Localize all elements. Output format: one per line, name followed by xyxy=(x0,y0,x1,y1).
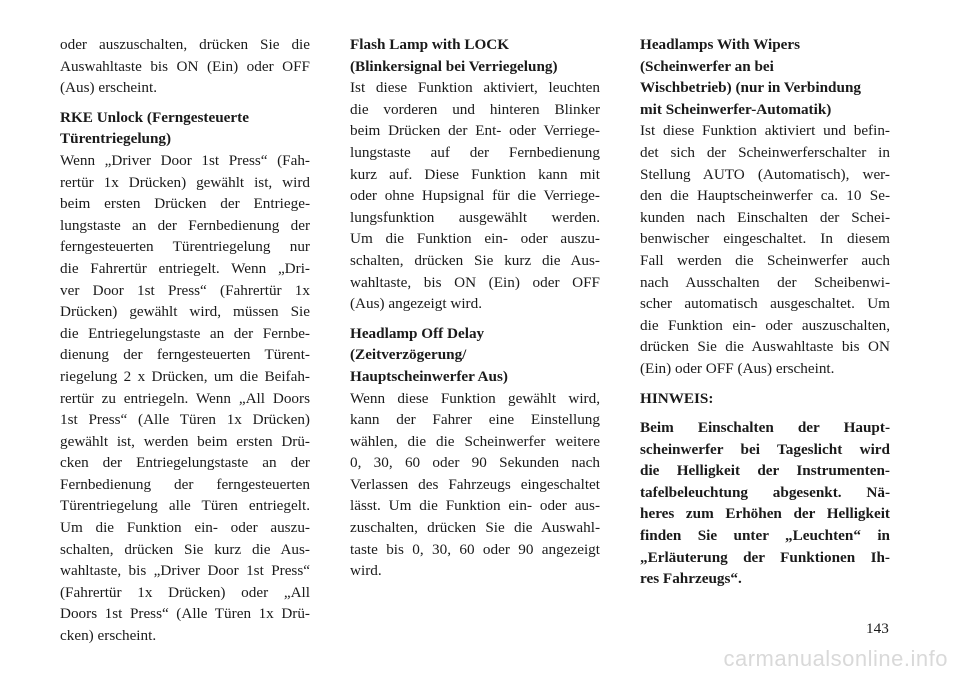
text-line: schalten, drücken Sie kurz die Aus- xyxy=(60,540,310,558)
paragraph-headlamps-with-wipers xyxy=(640,120,890,379)
paragraph-headlamp-off-delay xyxy=(350,388,600,582)
text-line: kunden nach Einschalten der Schei- xyxy=(640,208,890,226)
text-line: Wischbetrieb) (nur in Verbindung xyxy=(640,79,861,97)
text-line: Headlamps With Wipers xyxy=(640,36,801,53)
text-line: finden Sie unter „Leuchten“ in xyxy=(640,527,890,545)
text-line: Wenn „Driver Door 1st Press“ (Fah- xyxy=(60,151,310,169)
text-line: Headlamp Off Delay xyxy=(350,324,485,342)
text-line: Türentriegelung) xyxy=(60,130,172,148)
text-line: res Fahrzeugs“. xyxy=(640,570,742,588)
text-line: gewählt ist, werden beim ersten Drü- xyxy=(60,432,310,450)
text-line: ver Door 1st Press“ (Fahrertür 1x xyxy=(60,281,310,299)
text-line: heres zum Erhöhen der Helligkeit xyxy=(640,505,890,523)
text-line: zuschalten, drücken Sie die Auswahl- xyxy=(350,519,600,537)
text-line: ferngesteuerten Türentriegelung nur xyxy=(60,238,310,256)
text-line: Fernbedienung der ferngesteuerten xyxy=(60,475,310,493)
text-line: Ist diese Funktion aktiviert, leuchten xyxy=(350,79,600,97)
text-line: rertür zu entriegeln. Wenn „All Doors xyxy=(60,389,310,407)
text-line: schalten, drücken Sie kurz die Aus- xyxy=(350,251,600,269)
text-line: Fall werden die Scheinwerfer auch xyxy=(640,251,890,269)
text-line: riegelung 2 x Drücken, um die Beifah- xyxy=(60,367,310,385)
text-line: lungsfunktion ausgewählt werden. xyxy=(350,208,600,226)
text-line: 1st Press“ (Alle Türen 1x Drücken) xyxy=(60,411,310,429)
text-line: rertür 1x Drücken) gewählt ist, wird xyxy=(60,173,310,191)
text-line: oder ohne Hupsignal für die Verriege- xyxy=(350,187,600,205)
text-line: (Zeitverzögerung/ xyxy=(350,346,467,364)
text-line: benwischer eingeschaltet. In diesem xyxy=(640,230,890,248)
text-line: nach Ausschalten der Scheibenwi- xyxy=(640,273,890,291)
text-line: Flash Lamp with LOCK xyxy=(350,36,510,53)
text-line: scher automatisch ausgeschaltet. Um xyxy=(640,295,890,313)
text-line: die Helligkeit der Instrumenten- xyxy=(640,462,890,480)
text-line: kann der Fahrer eine Einstellung xyxy=(350,411,600,429)
text-line: die Entriegelungstaste an der Fernbe- xyxy=(60,324,310,342)
text-line: cken) erscheint. xyxy=(60,627,157,645)
text-line: (Blinkersignal bei Verriegelung) xyxy=(350,57,558,75)
text-line: RKE Unlock (Ferngesteuerte xyxy=(60,108,249,126)
text-line: Hauptscheinwerfer Aus) xyxy=(350,367,508,385)
heading-rke-unlock xyxy=(60,107,310,150)
text-line: (Ein) oder OFF (Aus) erscheint. xyxy=(640,359,835,377)
text-line: mit Scheinwerfer-Automatik) xyxy=(640,100,832,118)
column-left xyxy=(60,34,310,655)
text-line: den die Hauptscheinwerfer ca. 10 Se- xyxy=(640,187,890,205)
text-line: tafelbeleuchtung abgesenkt. Nä- xyxy=(640,483,890,501)
heading-flash-lamp xyxy=(350,34,600,77)
text-line: (Aus) erscheint. xyxy=(60,79,157,97)
text-line: die Fahrertür entriegelt. Wenn „Dri- xyxy=(60,259,310,277)
note-title: HINWEIS: xyxy=(640,389,714,407)
text-line: det sich der Scheinwerferschalter in xyxy=(640,143,890,161)
watermark: carmanualsonline.info xyxy=(723,646,948,671)
text-line: „Erläuterung der Funktionen Ih- xyxy=(640,548,890,566)
column-right xyxy=(640,34,890,590)
heading-headlamp-off-delay xyxy=(350,323,600,388)
text-line: (Aus) angezeigt wird. xyxy=(350,295,483,313)
paragraph-intro xyxy=(60,34,310,99)
column-middle xyxy=(350,34,600,590)
text-line: taste bis 0, 30, 60 oder 90 angezeigt xyxy=(350,540,600,558)
text-line: die Funktion ein- oder auszuschalten, xyxy=(640,316,890,334)
text-line: (Fahrertür 1x Drücken) oder „All xyxy=(60,583,310,601)
text-line: Drücken) gewählt wird, müssen Sie xyxy=(60,303,310,321)
paragraph-flash-lamp xyxy=(350,77,600,315)
text-line: kurz auf. Diese Funktion kann mit xyxy=(350,165,600,183)
text-line: wählen, die die Scheinwerfer weitere xyxy=(350,432,600,450)
text-line: 0, 30, 60 oder 90 Sekunden nach xyxy=(350,454,600,472)
text-line: wahltaste, bis „Driver Door 1st Press“ xyxy=(60,562,310,580)
text-line: scheinwerfer bei Tageslicht wird xyxy=(640,440,890,458)
text-line: dienung der ferngesteuerten Türent- xyxy=(60,346,310,364)
heading-headlamps-with-wipers xyxy=(640,34,890,120)
text-line: wird. xyxy=(350,562,382,580)
text-line: Beim Einschalten der Haupt- xyxy=(640,419,890,437)
text-line: Ist diese Funktion aktiviert und befin- xyxy=(640,122,890,140)
text-line: cken der Entriegelungstaste an der xyxy=(60,454,310,472)
text-line: die vorderen und hinteren Blinker xyxy=(350,100,600,118)
text-line: lungstaste auf der Fernbedienung xyxy=(350,143,600,161)
note-text xyxy=(640,417,890,590)
text-line: drücken Sie die Auswahltaste bis ON xyxy=(640,338,890,356)
text-line: Verlassen des Fahrzeugs eingeschaltet xyxy=(350,475,600,493)
text-line: Um die Funktion ein- oder auszu- xyxy=(350,230,600,248)
text-line: Stellung AUTO (Automatisch), wer- xyxy=(640,165,890,183)
text-line: lungstaste an der Fernbedienung der xyxy=(60,216,310,234)
text-line: beim ersten Drücken der Entriege- xyxy=(60,195,310,213)
text-line: (Scheinwerfer an bei xyxy=(640,57,774,75)
text-line: Um die Funktion ein- oder auszu- xyxy=(60,519,310,537)
text-line: oder auszuschalten, drücken Sie die xyxy=(60,36,310,53)
text-line: Auswahltaste bis ON (Ein) oder OFF xyxy=(60,57,310,75)
text-line: lässt. Um die Funktion ein- oder aus- xyxy=(350,497,600,515)
page-number: 143 xyxy=(866,620,889,637)
text-line: Wenn diese Funktion gewählt wird, xyxy=(350,389,600,407)
text-line: beim Drücken der Ent- oder Verriege- xyxy=(350,122,600,140)
text-line: Türentriegelung alle Türen entriegelt. xyxy=(60,497,310,515)
text-line: Doors 1st Press“ (Alle Türen 1x Drü- xyxy=(60,605,310,623)
paragraph-rke-unlock xyxy=(60,150,310,647)
text-line: wahltaste, bis ON (Ein) oder OFF xyxy=(350,273,600,291)
